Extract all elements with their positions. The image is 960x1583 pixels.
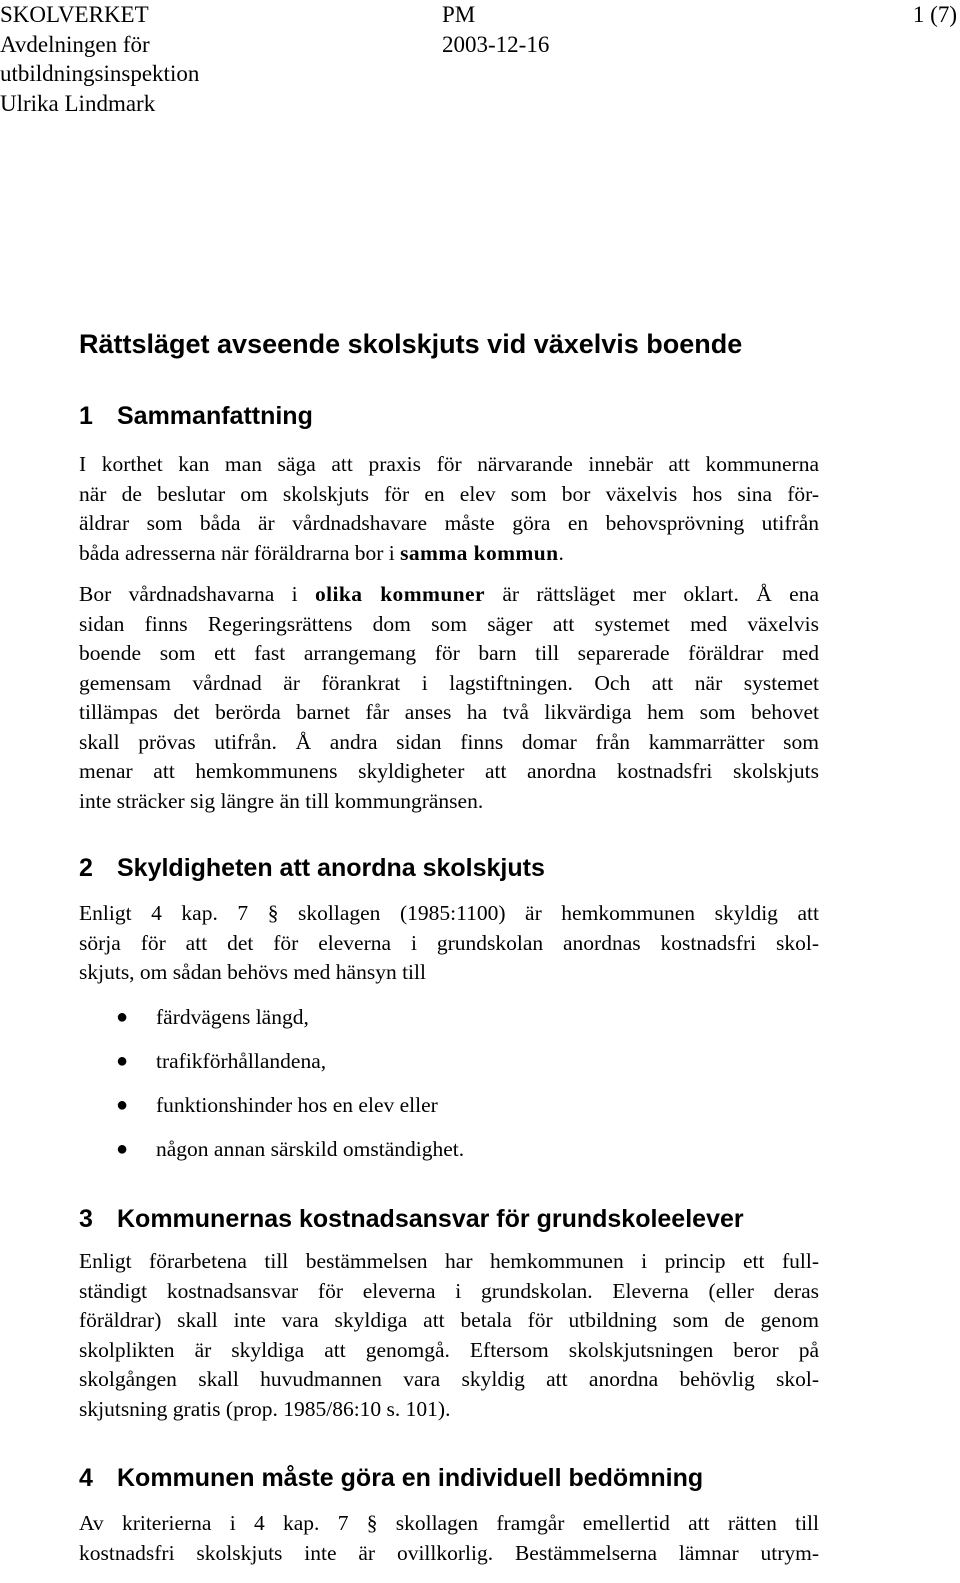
section-1-number: 1: [79, 402, 93, 430]
section-4-paragraph-1: [79, 1509, 819, 1568]
text-line: Av kriterierna i 4 kap. 7 § skollagen framgår emellertid att rätten till: [79, 1511, 819, 1535]
text-line: ständigt kostnadsansvar för eleverna i grundskolan. Eleverna (eller deras: [79, 1278, 819, 1303]
section-2-number: 2: [79, 854, 93, 882]
bullet-icon: ●: [116, 1094, 129, 1116]
text-line: sörja för att det för eleverna i grundskolan anordnas kostnadsfri skol-: [79, 930, 819, 955]
header-left: [0, 0, 270, 118]
list-item: [79, 1135, 779, 1179]
text-line: föräldrar) skall inte vara skyldiga att betala för utbildning som de genom: [79, 1308, 819, 1332]
org-name: SKOLVERKET: [0, 2, 149, 27]
department-line-2: utbildningsinspektion: [0, 61, 200, 86]
list-item-text: funktionshinder hos en elev eller: [156, 1093, 438, 1117]
page-number: 1 (7): [912, 2, 957, 27]
text-line: skolplikten är skyldiga att genomgå. Eftersom skolskjutsningen beror på: [79, 1337, 819, 1362]
header-middle: [442, 0, 642, 59]
text-line: skjutsning gratis (prop. 1985/86:10 s. 101).: [79, 1396, 451, 1421]
text-run: är rättsläget mer oklart. Å ena: [484, 582, 820, 606]
page-title: Rättsläget avseende skolskjuts vid växelvis boende: [79, 329, 743, 359]
text-line: [79, 580, 819, 610]
section-3-paragraph-1: [79, 1247, 819, 1424]
list-item-text: trafikförhållandena,: [156, 1049, 327, 1073]
section-4-number: 4: [79, 1464, 93, 1492]
bullet-icon: ●: [116, 1006, 129, 1028]
header-right: [913, 0, 957, 30]
emphasis-different-municipalities: olika kommuner: [315, 582, 485, 606]
text-line: boende som ett fast arrangemang för barn till separerade föräldrar med: [79, 641, 819, 665]
doc-type: PM: [442, 2, 476, 27]
text-line: inte sträcker sig längre än till kommungränsen.: [79, 788, 484, 813]
section-2-paragraph-1: [79, 899, 819, 988]
text-line: I korthet kan man säga att praxis för närvarande innebär att kommunerna: [79, 452, 819, 476]
text-line: skall prövas utifrån. Å andra sidan finns domar från kammarrätter som: [79, 729, 819, 754]
section-1-paragraph-2: [79, 580, 819, 816]
text-run: .: [558, 540, 564, 565]
section-3-number: 3: [79, 1205, 93, 1233]
section-4-title: Kommunen måste göra en individuell bedömning: [117, 1464, 704, 1492]
author-name: Ulrika Lindmark: [0, 90, 156, 116]
text-run: båda adresserna när föräldrarna bor i: [79, 540, 401, 565]
department-line-1: Avdelningen för: [0, 31, 150, 57]
list-item-text: någon annan särskild omständighet.: [156, 1137, 465, 1161]
doc-date: 2003-12-16: [442, 31, 550, 57]
bullet-icon: ●: [116, 1050, 129, 1072]
text-line: Enligt förarbetena till bestämmelsen har hemkommunen i princip ett full-: [79, 1249, 819, 1273]
emphasis-same-municipality: samma kommun: [400, 540, 559, 565]
text-line: tillämpas det berörda barnet får anses ha två likvärdiga hem som behovet: [79, 700, 819, 724]
section-1-title: Sammanfattning: [117, 402, 313, 430]
text-line: [79, 539, 819, 569]
section-4-heading: [79, 1464, 703, 1493]
list-item: [79, 1047, 779, 1091]
text-line: äldrar som båda är vårdnadshavare måste göra en behovsprövning utifrån: [79, 511, 819, 535]
section-1-paragraph-1: [79, 450, 819, 568]
section-2-title: Skyldigheten att anordna skolskjuts: [117, 854, 545, 882]
text-line: kostnadsfri skolskjuts inte är ovillkorlig. Bestämmelserna lämnar utrym-: [79, 1540, 819, 1565]
bullet-icon: ●: [116, 1138, 129, 1160]
section-2-heading: [79, 854, 545, 883]
section-1-heading: [79, 402, 313, 431]
section-3-heading: [79, 1205, 744, 1234]
text-line: menar att hemkommunens skyldigheter att anordna kostnadsfri skolskjuts: [79, 759, 819, 783]
criteria-list: [79, 1003, 779, 1179]
list-item-text: färdvägens längd,: [156, 1005, 309, 1029]
section-3-title: Kommunernas kostnadsansvar för grundskoleelever: [117, 1205, 744, 1233]
text-line: gemensam vårdnad är förankrat i lagstiftningen. Och att när systemet: [79, 670, 819, 695]
text-line: skolgången skall huvudmannen vara skyldig att anordna behövlig skol-: [79, 1367, 819, 1391]
list-item: [79, 1003, 779, 1047]
text-line: när de beslutar om skolskjuts för en elev som bor växelvis hos sina för-: [79, 481, 819, 506]
text-run: Bor vårdnadshavarna i: [79, 582, 316, 606]
text-line: Enligt 4 kap. 7 § skollagen (1985:1100) är hemkommunen skyldig att: [79, 901, 819, 925]
list-item: [79, 1091, 779, 1135]
text-line: skjuts, om sådan behövs med hänsyn till: [79, 960, 426, 984]
text-line: sidan finns Regeringsrättens dom som säger att systemet med växelvis: [79, 611, 819, 636]
